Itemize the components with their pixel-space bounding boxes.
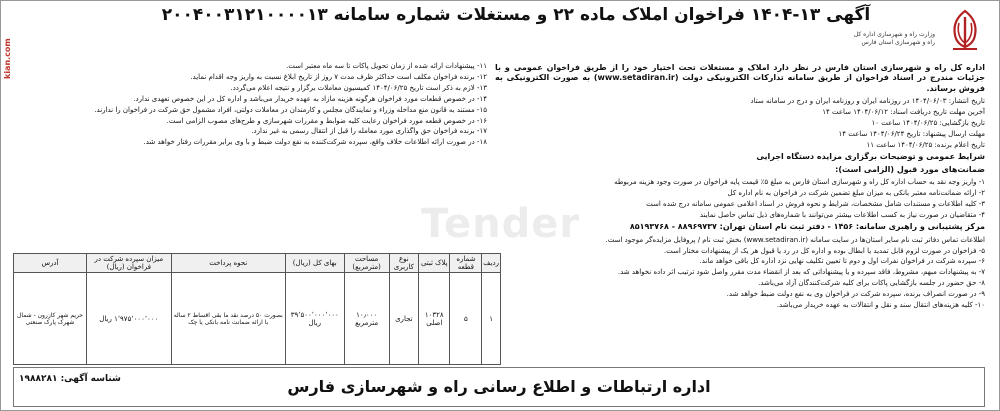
date-line: آخرین مهلت تاریخ دریافت اسناد: ۱۴۰۴/۰۶/۱۲ ساعت ۱۴ [822, 108, 985, 117]
term-item: ۱۰- کلیه هزینه‌های انتقال سند و نقل و انتقالات به عهده خریدار می‌باشد. [776, 301, 985, 310]
table-header: مساحت (مترمربع) [344, 254, 389, 273]
table-cell: ۱۰٫۰۰۰ مترمربع [344, 273, 389, 365]
support-contact: مرکز پشتیبانی و راهبری سامانه: ۱۴۵۶ - دفتر ثبت نام استان تهران: ۸۸۹۶۹۷۳۷ - ۸۵۱۹۳۷۶۸ [629, 222, 985, 232]
footer-banner: اداره ارتباطات و اطلاع رسانی راه و شهرسازی فارس [13, 367, 985, 407]
term-item: ۸- حق حضور در جلسه بازگشایی پاکات برای کلیه شرکت‌کنندگان آزاد می‌باشد. [758, 279, 985, 288]
term-item: ۲- ارائه ضمانت‌نامه معتبر بانکی به میزان مبلغ تضمین شرکت در فراخوان به نام اداره کل [727, 188, 985, 197]
date-line: تاریخ اعلام برنده: ۱۴۰۴/۰۶/۲۵ ساعت ۱۱ [866, 140, 985, 149]
term-item: ۱۷- برنده فراخوان حق واگذاری مورد معامله را قبل از انتقال رسمی به غیر ندارد. [251, 127, 487, 136]
right-text-column [495, 61, 985, 366]
table-row [14, 273, 501, 365]
term-item: اطلاعات تماس دفاتر ثبت نام سایر استان‌ها در سایت سامانه (www.setadiran.ir) بخش ثبت نام / پروفایل مزایده‌گر موجود است. [605, 235, 985, 244]
term-item: ۱۲- برنده فراخوان مکلف است حداکثر ظرف مدت ۷ روز از تاریخ ابلاغ نسبت به واریز وجه اقدام نماید. [190, 72, 487, 81]
term-item: ۱۱- پیشنهادات ارائه شده از زمان تحویل پاکات تا سه ماه معتبر است. [286, 62, 487, 70]
table-cell: ۱ [482, 273, 501, 365]
table-header: شماره قطعه [450, 254, 482, 273]
table-header: میزان سپرده شرکت در فراخوان (ریال) [86, 254, 171, 273]
term-item: ۱۸- در صورت ارائه اطلاعات خلاف واقع، سپرده شرکت‌کننده به نفع دولت ضبط و با وی برابر مقررات رفتار خواهد شد. [143, 138, 487, 147]
guarantee-heading: ضمانت‌های مورد قبول (الزامی است): [835, 164, 985, 174]
ad-title: آگهی ۱۳-۱۴۰۴ فراخوان املاک ماده ۲۲ و مستغلات شماره سامانه ۲۰۰۴۰۰۳۱۲۱۰۰۰۰۱۳ [161, 5, 871, 25]
term-item: ۳- کلیه اطلاعات و مستندات شامل مشخصات، شرایط و نحوه فروش در اسناد اعلامی عمومی سامانه درج شده است [646, 199, 985, 208]
table-header: بهای کل (ریال) [285, 254, 344, 273]
table-cell: ۱۰۳۲۸ اصلی [419, 273, 450, 365]
left-text-column [17, 61, 487, 251]
date-line: تاریخ انتشار: ۱۴۰۴/۰۶/۰۳ در روزنامه ایران و روزنامه ایران و درج در سامانه ستاد [750, 97, 985, 106]
date-line: مهلت ارسال پیشنهاد: تاریخ ۱۴۰۴/۰۶/۲۴ ساعت ۱۴ [838, 129, 985, 138]
org-name: وزارت راه و شهرسازی اداره کل راه و شهرسازی استان فارس [853, 31, 935, 46]
table-header: نحوه پرداخت [171, 254, 285, 273]
term-item: ۱۴- در خصوص قطعات مورد فراخوان هرگونه هزینه مازاد به عهده خریدار می‌باشد و اداره کل در این خصوص تعهدی ندارد. [133, 94, 487, 103]
term-item: ۱۶- در خصوص قطعه مورد فراخوان رعایت کلیه ضوابط و مقررات شهرسازی و طرح‌های مصوب الزامی است. [166, 116, 487, 125]
term-item: ۹- در صورت انصراف برنده، سپرده شرکت در فراخوان وی به نفع دولت ضبط خواهد شد. [726, 290, 985, 299]
term-item: ۶- سپرده شرکت در فراخوان نفرات اول و دوم تا تعیین تکلیف نهایی نزد اداره کل باقی خواهد ماند. [699, 257, 985, 266]
property-table [13, 253, 501, 365]
term-item: ۱- واریز وجه نقد به حساب اداره کل راه و شهرسازی استان فارس به مبلغ ۵٪ قیمت پایه فراخوان در صورت وجود هزینه مربوطه [614, 178, 985, 187]
ad-id: شناسه آگهی: ۱۹۸۸۲۸۱ [19, 374, 121, 384]
date-line: تاریخ بازگشایی: ۱۴۰۴/۰۶/۲۵ ساعت ۱۰ [871, 119, 985, 128]
table-header: ردیف [482, 254, 501, 273]
tender-watermark: Tender [421, 201, 581, 247]
term-item: ۴- متقاضیان در صورت نیاز به کسب اطلاعات بیشتر می‌توانند با شماره‌های ذیل تماس حاصل نمایند [699, 210, 985, 219]
term-item: ۱۳- لازم به ذکر است تاریخ ۱۴۰۴/۰۶/۲۵ کمیسیون معاملات برگزار و نتیجه اعلام می‌گردد. [230, 83, 487, 92]
table-header: نوع کاربری [389, 254, 418, 273]
iran-emblem-icon [943, 7, 987, 55]
table-cell: ۳۹٬۵۰۰٬۰۰۰٬۰۰۰ ریال [285, 273, 344, 365]
term-item: ۵- فراخوان در صورت لزوم قابل تمدید یا ابطال بوده و اداره کل در رد یا قبول هر یک از پیشنهادات مختار است. [663, 246, 985, 255]
table-cell: ۵ [450, 273, 482, 365]
table-header: آدرس [14, 254, 87, 273]
site-watermark: kian.com [3, 38, 12, 79]
table-cell: تجاری [389, 273, 418, 365]
intro-text: اداره کل راه و شهرسازی استان فارس در نظر دارد املاک و مستغلات تحت اختیار خود را از طریق فراخوان عمومی و با جزئیات مندرج در اسناد فراخوان از طریق سامانه تدارکات الکترونیکی دولت (www.setadiran.ir) به صورت الکترونیکی به فروش برساند. [495, 63, 985, 93]
table-cell: ۱٬۹۷۵٬۰۰۰٬۰۰۰ ریال [86, 273, 171, 365]
general-terms-heading: شرایط عمومی و توضیحات برگزاری مزایده دستگاه اجرایی [756, 152, 985, 162]
term-item: ۱۵- مستند به قانون منع مداخله وزراء و نمایندگان مجلس و کارمندان در معاملات دولتی، افراد مشمول حق شرکت در فراخوان را ندارند. [94, 105, 487, 114]
table-header-row [14, 254, 501, 273]
term-item: ۷- به پیشنهادات مبهم، مشروط، فاقد سپرده و یا پیشنهاداتی که بعد از انقضاء مدت مقرر واصل شود ترتیب اثر داده نخواهد شد. [617, 268, 985, 277]
table-cell: بصورت ۵۰ درصد نقد ما بقی اقساط ۲ ساله با ارائه ضمانت نامه بانکی یا چک [171, 273, 285, 365]
table-cell: حریم شهر کازرون - شمال شهرک پارک صنعتی [14, 273, 87, 365]
table-header: پلاک ثبتی [419, 254, 450, 273]
